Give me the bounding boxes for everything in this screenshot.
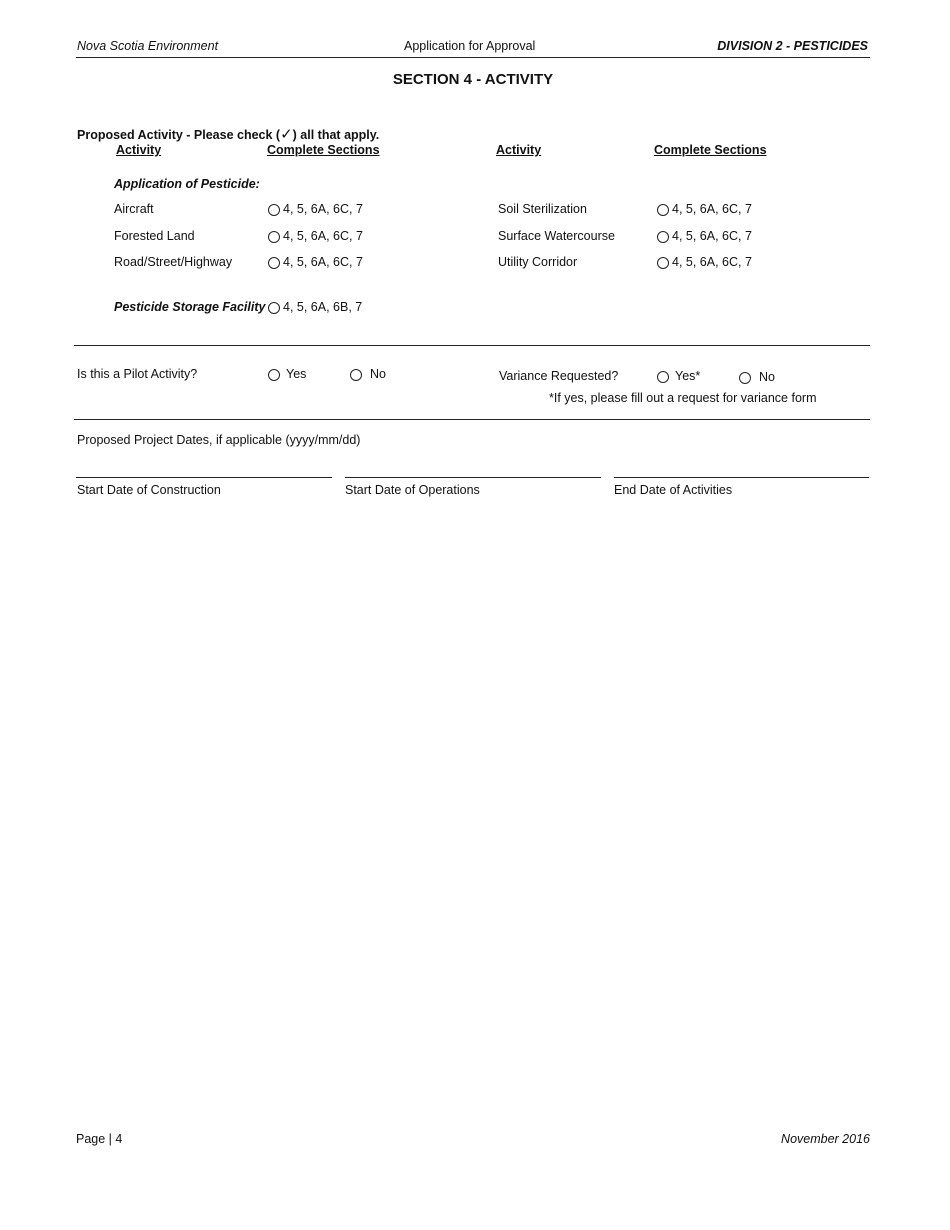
header-division: DIVISION 2 - PESTICIDES (717, 39, 868, 53)
radio-circle-icon[interactable] (268, 204, 280, 216)
end-activities-label: End Date of Activities (614, 483, 733, 497)
checkmark-icon: ✓ (280, 126, 293, 143)
activity-label-aircraft: Aircraft (114, 202, 154, 216)
sections-text: 4, 5, 6A, 6C, 7 (283, 255, 363, 269)
start-operations-date-line[interactable] (345, 477, 601, 478)
proposed-activity-instruction: Proposed Activity - Please check (✓) all that apply. (77, 126, 380, 143)
pilot-activity-question: Is this a Pilot Activity? (77, 367, 198, 381)
activity-option-soil-sterilization[interactable] (657, 202, 752, 216)
header-document-title: Application for Approval (404, 39, 536, 53)
radio-circle-icon[interactable] (268, 302, 280, 314)
sections-text: 4, 5, 6A, 6B, 7 (283, 300, 363, 314)
pesticide-storage-facility-label: Pesticide Storage Facility (114, 300, 266, 314)
radio-circle-icon[interactable] (657, 371, 669, 383)
pilot-yes-label: Yes (286, 367, 307, 381)
activity-option-surface-watercourse[interactable] (657, 229, 752, 243)
start-construction-label: Start Date of Construction (77, 483, 221, 497)
section-divider (74, 345, 870, 346)
footer-date: November 2016 (781, 1132, 870, 1146)
sections-text: 4, 5, 6A, 6C, 7 (672, 229, 752, 243)
sections-text: 4, 5, 6A, 6C, 7 (283, 229, 363, 243)
variance-yes-option[interactable] (657, 369, 700, 383)
section-divider (74, 419, 870, 420)
application-of-pesticide-heading: Application of Pesticide: (114, 177, 260, 191)
radio-circle-icon[interactable] (657, 204, 669, 216)
column-header-sections-left: Complete Sections (267, 143, 380, 157)
column-header-activity-right: Activity (496, 143, 542, 157)
project-dates-heading: Proposed Project Dates, if applicable (yyyy/mm/dd) (77, 433, 361, 447)
radio-circle-icon[interactable] (739, 372, 751, 384)
activity-label-surface-watercourse: Surface Watercourse (498, 229, 615, 243)
header-divider (76, 57, 870, 58)
radio-circle-icon[interactable] (657, 231, 669, 243)
activity-label-forested-land: Forested Land (114, 229, 195, 243)
activity-label-road-street-highway: Road/Street/Highway (114, 255, 233, 269)
activity-option-forested-land[interactable] (268, 229, 363, 243)
sections-text: 4, 5, 6A, 6C, 7 (283, 202, 363, 216)
activity-option-aircraft[interactable] (268, 202, 363, 216)
activity-option-storage-facility[interactable] (268, 300, 362, 314)
sections-text: 4, 5, 6A, 6C, 7 (672, 202, 752, 216)
footer-page-number: Page | 4 (76, 1132, 123, 1146)
variance-yes-label: Yes* (675, 369, 701, 383)
radio-circle-icon[interactable] (268, 257, 280, 269)
variance-no-label: No (759, 370, 775, 384)
variance-note: *If yes, please fill out a request for variance form (549, 391, 817, 405)
variance-no-option[interactable] (739, 370, 775, 384)
variance-requested-question: Variance Requested? (499, 369, 619, 383)
header-organization: Nova Scotia Environment (77, 39, 219, 53)
column-header-activity-left: Activity (116, 143, 162, 157)
pilot-no-label: No (370, 367, 386, 381)
start-operations-label: Start Date of Operations (345, 483, 480, 497)
radio-circle-icon[interactable] (268, 369, 280, 381)
end-activities-date-line[interactable] (614, 477, 869, 478)
activity-label-utility-corridor: Utility Corridor (498, 255, 578, 269)
radio-circle-icon[interactable] (350, 369, 362, 381)
radio-circle-icon[interactable] (657, 257, 669, 269)
section-title: SECTION 4 - ACTIVITY (392, 71, 554, 88)
activity-label-soil-sterilization: Soil Sterilization (498, 202, 587, 216)
column-header-sections-right: Complete Sections (654, 143, 767, 157)
sections-text: 4, 5, 6A, 6C, 7 (672, 255, 752, 269)
activity-option-road-street-highway[interactable] (268, 255, 363, 269)
activity-option-utility-corridor[interactable] (657, 255, 752, 269)
radio-circle-icon[interactable] (268, 231, 280, 243)
start-construction-date-line[interactable] (76, 477, 332, 478)
pilot-no-option[interactable] (350, 367, 386, 381)
pilot-yes-option[interactable] (268, 367, 306, 381)
